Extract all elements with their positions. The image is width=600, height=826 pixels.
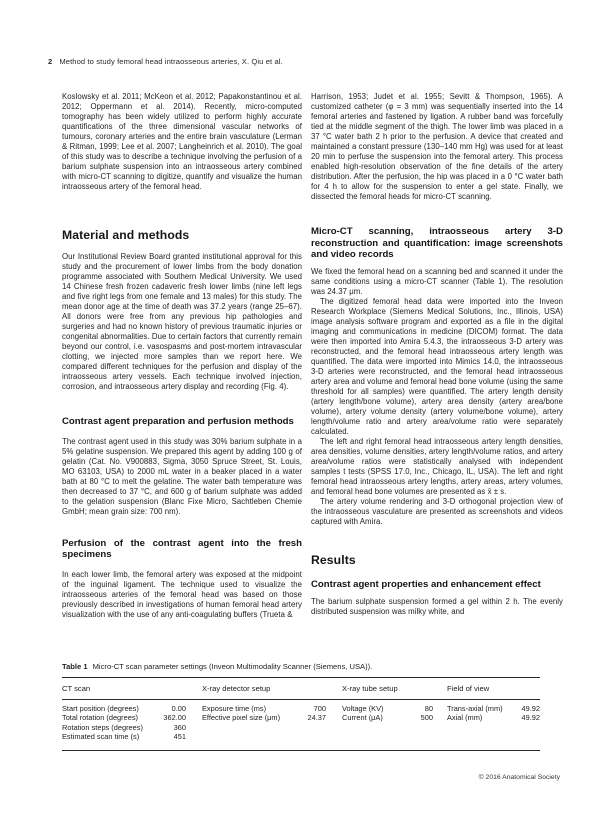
- param-value: 451: [173, 732, 186, 742]
- param-label: Trans-axial (mm): [447, 704, 503, 713]
- table-header-xray-detector: X-ray detector setup: [202, 684, 271, 693]
- param-label: Estimated scan time (s): [62, 732, 140, 742]
- table-row: [447, 713, 540, 722]
- param-value: 700: [313, 704, 326, 713]
- param-value: 362.00: [163, 713, 186, 723]
- left-column: [62, 92, 302, 620]
- micro-ct-paragraph-4: The artery volume rendering and 3-D orthogonal projection view of the intraosseous vasculature are presented as screenshots and videos captured with Amira.: [311, 496, 563, 526]
- intro-paragraph: Koslowsky et al. 2011; McKeon et al. 2012; Papakonstantinou et al. 2012; Oppermann et al. 2014). Recently, micro-computed tomography has been widely utilized to perform highly accurate quantifications of the three dimensional vascular networks of tumours, coronary arteries and the entire brain vasculature (Lerman & Ritman, 1999; Lee et al. 2007; Langheinrich et al. 2010). The goal of this study was to describe a technique involving the perfusion of a barium sulphate suspension into an intraosseous artery combined with micro-CT scanning to digitize, quantify and visualize the human intraosseous artery of the femoral head.: [62, 92, 302, 191]
- table-row: [342, 713, 433, 722]
- param-label: Effective pixel size (μm): [202, 713, 281, 723]
- param-value: 500: [420, 713, 433, 723]
- micro-ct-paragraph-3: The left and right femoral head intraosseous artery length densities, area densities, volume densities, artery length/volume ratios, and artery area/volume ratios were statistically analysed with independent samples t tests (SPSS 17.0, Inc., Chicago, IL, USA). The left and right femoral head intraosseous artery lengths, artery areas, artery volumes, and femoral head bone volumes are presented as x̄ ± s.: [311, 436, 563, 496]
- param-label: Total rotation (degrees): [62, 713, 138, 723]
- micro-ct-paragraph-1: We fixed the femoral head on a scanning bed and scanned it under the same conditions using a micro-CT scanner (Table 1). The resolution was 24.37 μm.: [311, 266, 563, 296]
- results-paragraph: The barium sulphate suspension formed a gel within 2 h. The evenly distributed suspension was milky white, and: [311, 597, 563, 616]
- param-label: Current (μA): [342, 713, 383, 723]
- micro-ct-paragraph-2: The digitized femoral head data were imported into the Inveon Research Workplace (Siemens Medical Solutions, Inc., Illinois, USA) image analysis software program and exported as a file in the digital imaging and communications in medicine (DICOM) format. The data were then imported into Amira 5.4.3, the intraosseous 3-D artery was reconstructed, and the femoral head intraosseous artery length was quantified. The data were imported into Mimics 14.0, the intraosseous 3-D arteries were reconstructed, and the femoral head intraosseous artery area and volume and femoral head bone volume (using the same threshold for all samples) were quantified. The artery length density (artery length/bone volume), artery area density (artery area/bone volume), artery volume density (artery volume/bone volume), artery length/volume ratio and artery area/volume ratio were separately calculated.: [311, 296, 563, 436]
- param-label: Rotation steps (degrees): [62, 722, 143, 732]
- section-title-results: Results: [311, 552, 356, 567]
- running-title: Method to study femoral head intraosseous arteries, X. Qiu et al.: [59, 57, 283, 66]
- subsection-title-contrast-agent: Contrast agent preparation and perfusion methods: [62, 416, 294, 427]
- subsection-title-micro-ct-scanning: Micro-CT scanning, intraosseous artery 3-D reconstruction and quantification: image screenshots and video records: [311, 226, 563, 260]
- param-label: Axial (mm): [447, 713, 483, 723]
- table-row: [202, 704, 326, 713]
- table-group-xray-tube: [342, 704, 447, 742]
- subsection-title-perfusion: Perfusion of the contrast agent into the fresh specimens: [62, 537, 302, 560]
- table-caption: [62, 662, 540, 671]
- table-header-row: [62, 678, 540, 699]
- table-1: [62, 662, 540, 751]
- table-group-ct-scan: [62, 704, 202, 742]
- param-value: 24.37: [307, 713, 326, 723]
- continuation-paragraph: Harrison, 1953; Judet et al. 1955; Sevitt & Thompson, 1965). A customized catheter (φ = 3 mm) was sequentially inserted into the 14 femoral arteries and fastened by ligation. A rubber band was forcefully tied at the middle segment of the thigh. The lower limb was placed in a 37 °C water bath 2 h prior to the perfusion. A device that created and maintained a constant pressure (130–140 mm Hg) was used for at least 20 min to perfuse the suspension into the femoral artery. This process enabled high-resolution observation of the fine details of the artery distribution. After the perfusion, the hip was placed in a 0 °C water bath for 4 h to allow for the suspension to enter a gel state. Finally, we dissected the femoral heads for micro-CT scanning.: [311, 92, 563, 201]
- running-header: [48, 57, 283, 66]
- table-header-field-of-view: Field of view: [447, 684, 490, 693]
- param-label: Start position (degrees): [62, 704, 139, 713]
- table-group-field-of-view: [447, 704, 540, 742]
- table-row: [202, 713, 326, 722]
- table-bottom-rule: [62, 750, 540, 751]
- param-value: 80: [424, 704, 433, 713]
- table-group-xray-detector: [202, 704, 342, 742]
- param-value: 0.00: [171, 704, 186, 713]
- perfusion-paragraph: In each lower limb, the femoral artery was exposed at the midpoint of the inguinal ligament. The technique used to visualize the intraosseous arteries of the femoral head was based on those previously described in investigations of human femoral head artery visualization with the use of any anti-coagulating buffers (Trueta &: [62, 569, 302, 619]
- param-label: Exposure time (ms): [202, 704, 267, 713]
- table-header-ct-scan: CT scan: [62, 684, 91, 693]
- right-column: [311, 92, 563, 617]
- param-label: Voltage (KV): [342, 704, 384, 713]
- material-methods-paragraph: Our Institutional Review Board granted institutional approval for this study and the procurement of lower limbs from the body donation programme associated with Southern Medical University. We used 14 Chinese fresh frozen cadaveric fresh lower limbs (nine left legs and five right legs from one female and 13 males) for this study. The mean donor age at the time of death was 37.2 years (range 25–67). All donors were free from any previous hip pathologies and surgeries and had no known history of previous traumatic injuries or congenital abnormalities. Due to certain factors that currently remain beyond our control, i.e. vasospasms and post-mortem intravascular clotting, we injected more samples than we report here. We compared different techniques for the perfusion and display of the intraosseous artery vessels. Each technique involved injection, corrosion, and intraosseous artery display and recording (Fig. 4).: [62, 252, 302, 391]
- page-number: 2: [48, 57, 53, 66]
- table-row: [342, 704, 433, 713]
- table-header-xray-tube: X-ray tube setup: [342, 684, 398, 693]
- table-row: [62, 713, 186, 722]
- table-body: [62, 700, 540, 750]
- table-row: [62, 732, 186, 741]
- contrast-agent-paragraph: The contrast agent used in this study was 30% barium sulphate in a 5% gelatine suspension. We prepared this agent by adding 100 g of gelatin (Cat. No. V900883, Sigma, 3050 Spruce Street, St. Louis, MO 63103, USA) to 2000 mL water in a beaker placed in a water bath at 80 °C to melt the gelatine. The water bath temperature was then decreased to 37 °C, and 600 g of barium sulphate was added to the gelation suspension (Blanc Fixe Micro, Sachtleben Chemie GmbH; mean grain size: 700 nm).: [62, 436, 302, 516]
- subsection-title-contrast-properties: Contrast agent properties and enhancement effect: [311, 578, 541, 590]
- copyright-notice: © 2016 Anatomical Society: [478, 774, 560, 781]
- section-title-material-and-methods: Material and methods: [62, 228, 190, 242]
- table-caption-text: Micro-CT scan parameter settings (Inveon Multimodality Scanner (Siemens, USA)).: [92, 662, 373, 671]
- param-value: 49.92: [521, 704, 540, 713]
- param-value: 360: [173, 722, 186, 732]
- table-caption-label: Table 1: [62, 662, 88, 671]
- table-row: [62, 723, 186, 732]
- table-row: [62, 704, 186, 713]
- table-row: [447, 704, 540, 713]
- param-value: 49.92: [521, 713, 540, 723]
